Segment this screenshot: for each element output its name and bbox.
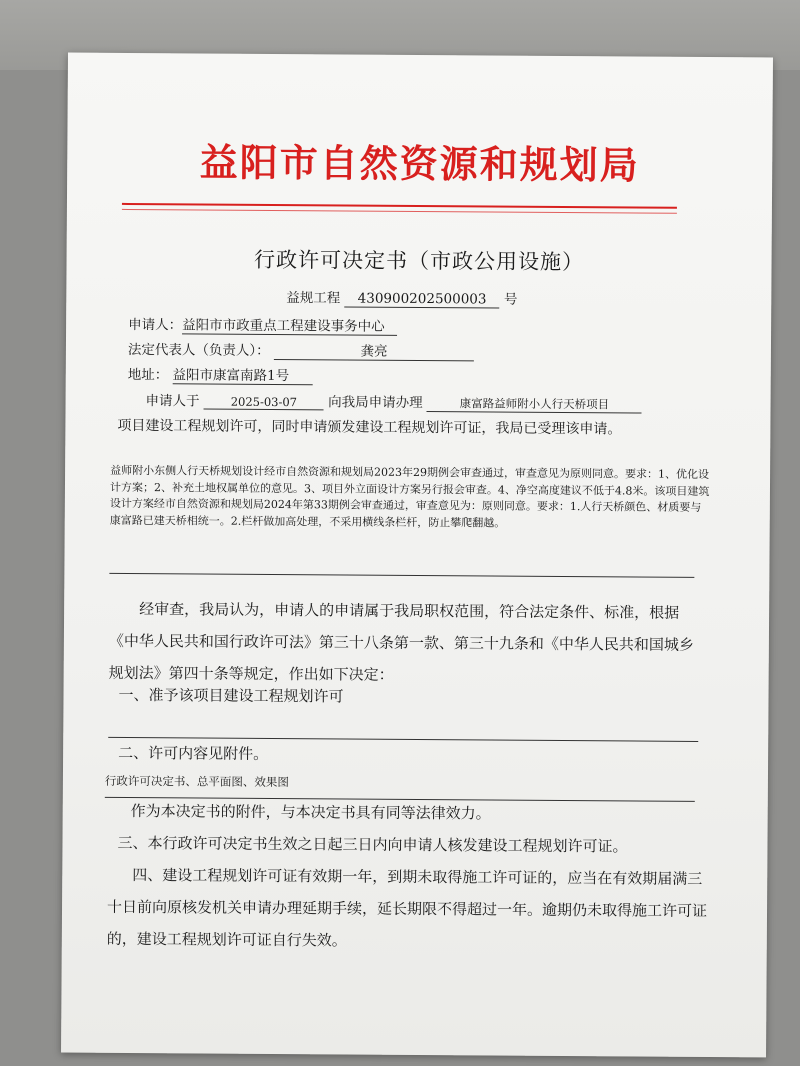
- legal-rep-label: 法定代表人（负责人）：: [127, 341, 270, 359]
- item-1: 一、准予该项目建设工程规划许可: [118, 685, 344, 706]
- number-prefix: 益规工程: [286, 290, 341, 307]
- attachment-note: 作为本决定书的附件，与本决定书具有同等法律效力。: [130, 801, 491, 823]
- address-line: [128, 363, 313, 385]
- document-number-line: [286, 286, 517, 309]
- item-3: 三、本行政许可决定书生效之日起三日内向申请人核发建设工程规划许可证。: [117, 833, 628, 856]
- application-sentence: 项目建设工程规划许可，同时申请颁发建设工程规划许可证，我局已受理该申请。: [117, 417, 622, 438]
- applied-on-label: 申请人于: [145, 393, 200, 410]
- review-opinion: 益师附小东侧人行天桥规划设计经市自然资源和规划局2023年29期例会审查通过，审查意见为原则同意。要求：1、优化设计方案；2、补充土地权属单位的意见。3、项目外立面设计方案另行报会审查。4、净空高度建议不低于4.8米。该项目建筑设计方案经市自然资源和规划局2024年第33期例会审查通过，审查意见为：原则同意。要求：1.人行天桥颜色、材质要与康富路已建天桥相统一。2.栏杆做加高处理，不采用横线条栏杆，防止攀爬翻越。: [109, 463, 710, 530]
- applicant-label: 申请人：: [128, 316, 183, 334]
- document-title: 行政许可决定书（市政公用设施）: [253, 247, 585, 275]
- applied-on-date: 2025-03-07: [204, 394, 324, 410]
- agency-header: 益阳市自然资源和规划局: [199, 140, 640, 188]
- header-red-line-2: [122, 209, 677, 214]
- application-line: [146, 389, 643, 413]
- address-value: 益阳市康富南路1号: [172, 363, 312, 385]
- legal-rep-line: [128, 338, 474, 361]
- opinion-rule: [109, 573, 694, 578]
- applied-to-label: 向我局申请办理: [328, 394, 423, 412]
- applicant-line: [128, 313, 397, 336]
- item-2: 二、许可内容见附件。: [118, 743, 269, 763]
- attachment-list: 行政许可决定书、总平面图、效果图: [104, 773, 289, 790]
- project-name: 康富路益师附小人行天桥项目: [427, 395, 642, 414]
- legal-rep-value: 龚亮: [274, 339, 474, 361]
- decision-paragraph: 经审查，我局认为，申请人的申请属于我局职权范围，符合法定条件、标准，根据《中华人民共和国行政许可法》第三十八条第一款、第三十九条和《中华人民共和国城乡规划法》第四十条等规定，作出如下决定：: [108, 600, 694, 684]
- header-red-line: [122, 203, 677, 209]
- permit-document: [61, 53, 773, 1058]
- document-number: 430900202500003: [345, 290, 500, 308]
- applicant-value: 益阳市市政重点工程建设事务中心: [182, 313, 397, 336]
- number-suffix: 号: [503, 291, 518, 308]
- address-label: 地址：: [127, 366, 169, 384]
- item-4: 四、建设工程规划许可证有效期一年，到期未取得施工许可证的，应当在有效期届满三十日前向原核发机关申请办理延期手续，延长期限不得超过一年。逾期仍未取得施工许可证的，建设工程规划许可证自行失效。: [106, 866, 708, 950]
